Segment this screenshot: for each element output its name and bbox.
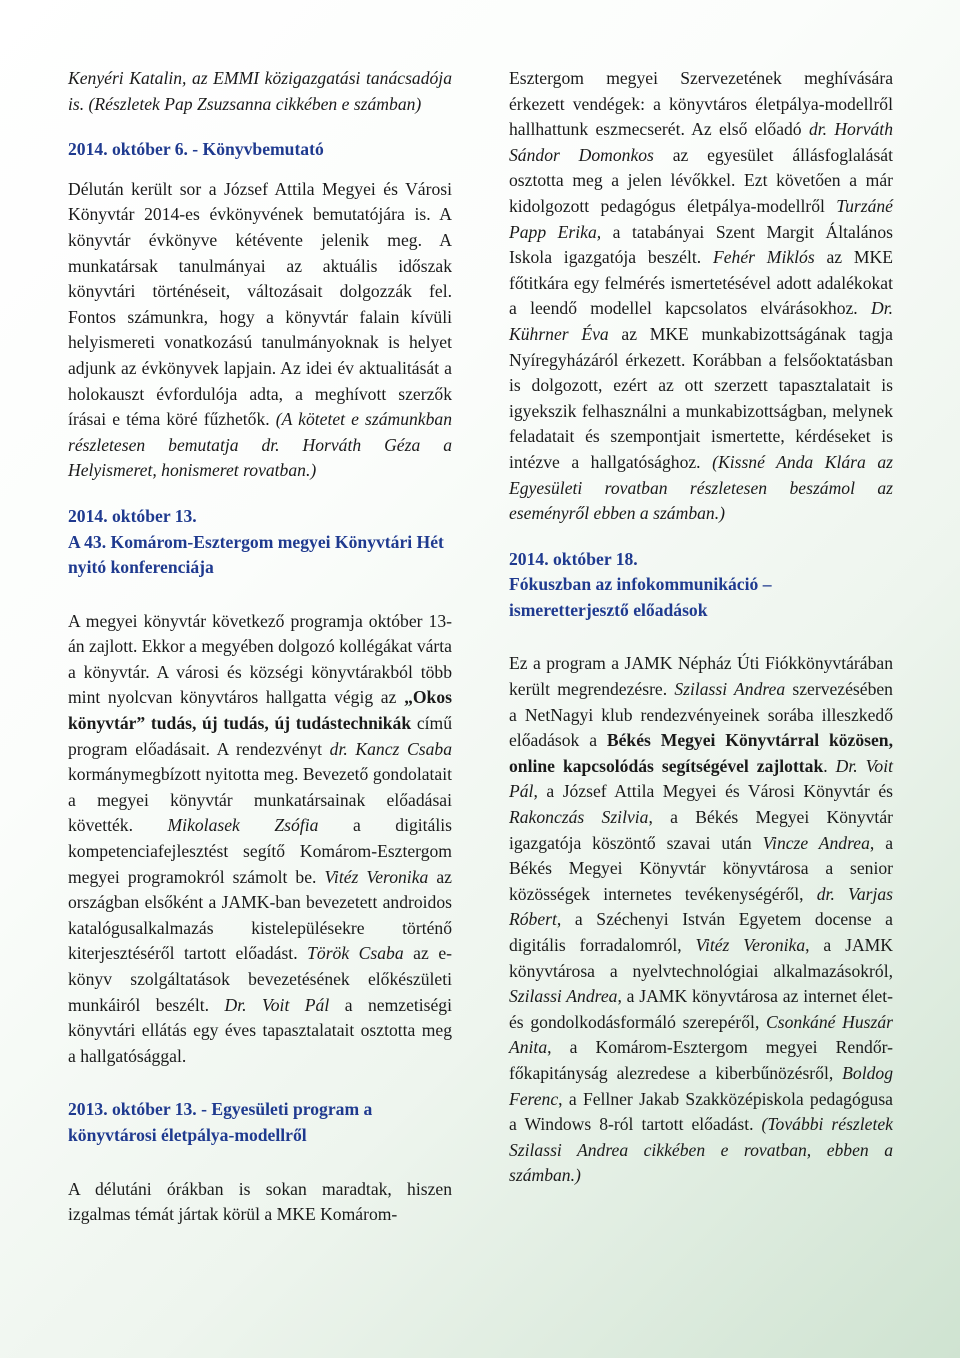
left-column	[68, 66, 452, 1228]
book-launch-text: Délután került sor a József Attila Megyei és Városi Könyvtár 2014-es évkönyvének bemutatójára is. A könyvtár évkönyve kétévente jelenik meg. A munkatársak tanulmányai az aktuális időszak könyvtári történéseit, változásait dolgozzák fel. Fontos számunkra, hogy a könyvtár falain kívüli helyismereti vonatkozású tanulmányoknak is helyet adjunk az évkönyvek lapjain. Az idei év aktualitását a holokauszt évfordulója adta, a meghívott szerzők írásai e téma köré fűzhetők.	[68, 178, 452, 430]
infocom-paragraph	[509, 651, 893, 1188]
event-title-conference: A 43. Komárom-Esztergom megyei Könyvtári Hét nyitó konferenciája	[68, 531, 444, 578]
text-run: a nemzetiségi könyvtári ellátás egy éves tapasztalatait osztotta meg a hallgatósággal.	[68, 994, 452, 1066]
person-name: Fehér Miklós	[712, 247, 815, 268]
text-run: az országban elsőként a JAMK-ban bevezetett androidos katalógusalkalmazás kistelepülésekre történő kiterjesztéséről tartott előadást.	[68, 866, 452, 964]
person-name: Dr. Voit Pál	[509, 755, 893, 802]
person-name: dr. Varjas Róbert	[509, 883, 893, 930]
event-date-conference: 2014. október 13.	[68, 505, 197, 526]
person-name: Mikolasek Zsófia	[167, 815, 319, 836]
book-launch-paragraph	[68, 177, 452, 484]
text-run: a digitális kompetenciafejlesztést segítő Komárom-Esztergom megyei programokról számolt be.	[68, 815, 452, 887]
text-run: Ez a program a JAMK Népház Úti Fiókkönyvtárában került megrendezésre.	[509, 653, 893, 700]
text-run: az egyesület állásfoglalását osztotta meg a jelen lévőkkel. Ezt követően a már kidolgozott pedagógus életpálya-modellről	[509, 144, 893, 216]
person-name: Vincze Andrea	[762, 832, 870, 853]
conference-paragraph	[68, 609, 452, 1070]
text-run: szervezésében a NetNagyi klub rendezvényeinek sorába illeszkedő előadások a	[509, 679, 893, 751]
text-run: Esztergom megyei Szervezetének meghívására érkezett vendégek: a könyvtáros életpálya-modellről hallhattunk eszmecserét. Az első előadó	[509, 68, 893, 140]
event-title-infocom: Fókuszban az infokommunikáció – ismeretterjesztő előadások	[509, 574, 772, 620]
text-run: , a József Attila Megyei és Városi Könyvtár és	[533, 781, 893, 802]
person-name: dr. Horváth Sándor Domonkos	[509, 119, 893, 165]
text-run: , a Széchenyi István Egyetem docense a digitális forradalomról,	[509, 909, 893, 955]
person-name: Szilassi Andrea	[509, 986, 618, 1007]
person-name: Dr. Voit Pál	[224, 994, 330, 1015]
text-run: , a Békés Megyei Könyvtár könyvtárosa a senior közösségek internetes tevékenységéről,	[509, 832, 893, 904]
person-name: Vitéz Veronika	[324, 866, 429, 887]
text-run: , a Komárom-Esztergom megyei Rendőr-főkapitányság alezredese a kiberbűnözésről,	[509, 1037, 893, 1083]
event-date-infocom: 2014. október 18.	[509, 548, 638, 569]
text-run: az e-könyv szolgáltatások bevezetésének előkészületi munkáiról beszélt.	[68, 943, 452, 1015]
person-name: Szilassi Andrea	[674, 679, 786, 700]
text-run: A megyei könyvtár következő programja október 13-án zajlott. Ekkor a megyében dolgozó kollégákat várta a könyvtár. A városi és községi könyvtárakból több mint nyolcvan könyvtáros hallgatta végig az	[68, 610, 452, 708]
reference-note: (További részletek Szilassi Andrea cikkében e rovatban, ebben a számban.)	[509, 1114, 893, 1186]
text-run: .	[823, 755, 836, 776]
event-heading-career-model: 2013. október 13. - Egyesületi program a könyvtárosi életpálya-modellről	[68, 1099, 373, 1145]
text-run: az MKE főtitkára egy felmérés ismertetésével adott adalékokat a leendő modellel kapcsolatos elvárásokhoz.	[509, 247, 894, 319]
person-name: Rakonczás Szilvia	[509, 807, 649, 828]
book-launch-note: (A kötetet e számunkban részletesen bemutatja dr. Horváth Géza a Helyismeret, honismeret rovatban.)	[68, 409, 453, 481]
text-run: című program előadásait. A rendezvényt	[68, 713, 452, 759]
text-run: az MKE munkabizottságának tagja Nyíregyházáról érkezett. Korábban a felsőoktatásban is dolgozott, ezért az ott szerzett tapasztalatait is igyekszik felhasználni a munkabizottságban, melynek feladatait és szempontjait ismertette, kérdéseket is intézve a hallgatósághoz.	[509, 323, 893, 472]
text-run: , a Békés Megyei Könyvtár igazgatója köszöntő szavai után	[509, 807, 893, 853]
person-name: Vitéz Veronika	[695, 935, 806, 955]
person-name: Török Csaba	[307, 943, 404, 964]
reference-note: (Kissné Anda Klára az Egyesületi rovatban részletesen beszámol az eseményről ebben a számban.)	[509, 451, 893, 524]
person-name: Boldog Ferenc	[509, 1062, 893, 1109]
program-title: „Okos könyvtár” tudás, új tudás, új tudástechnikák	[68, 687, 452, 734]
intro-paragraph: Kenyéri Katalin, az EMMI közigazgatási tanácsadója is. (Részletek Pap Zsuzsanna cikkében e számban)	[68, 68, 452, 114]
text-run: , a JAMK könyvtárosa a nyelvtechnológiai alkalmazásokról,	[509, 935, 893, 981]
text-run: kormánymegbízott nyitotta meg. Bevezető gondolatait a megyei könyvtár munkatársainak előadásai követték.	[68, 764, 452, 836]
person-name: Csonkáné Huszár Anita	[509, 1011, 893, 1058]
event-heading-book-launch: 2014. október 6. - Könyvbemutató	[68, 139, 324, 160]
text-run: a tatabányai Szent Margit Általános Iskola igazgatója beszélt.	[509, 221, 893, 268]
right-column	[509, 66, 893, 1189]
person-name: dr. Kancz Csaba	[329, 738, 452, 759]
person-name: Turzáné Papp Erika,	[509, 195, 893, 242]
text-run: , a JAMK könyvtárosa az internet élet- és gondolkodásformáló szerepéről,	[509, 986, 893, 1032]
career-model-paragraph: A délutáni órákban is sokan maradtak, hiszen izgalmas témát jártak körül a MKE Komárom-	[68, 1178, 452, 1225]
career-model-continued-paragraph	[509, 66, 893, 527]
emphasis-text: Békés Megyei Könyvtárral közösen, online kapcsolódás segítségével zajlottak	[509, 730, 893, 776]
person-name: Dr. Kührner Éva	[509, 298, 893, 344]
text-run: , a Fellner Jakab Szakközépiskola pedagógusa a Windows 8-ról tartott előadást.	[509, 1088, 893, 1135]
